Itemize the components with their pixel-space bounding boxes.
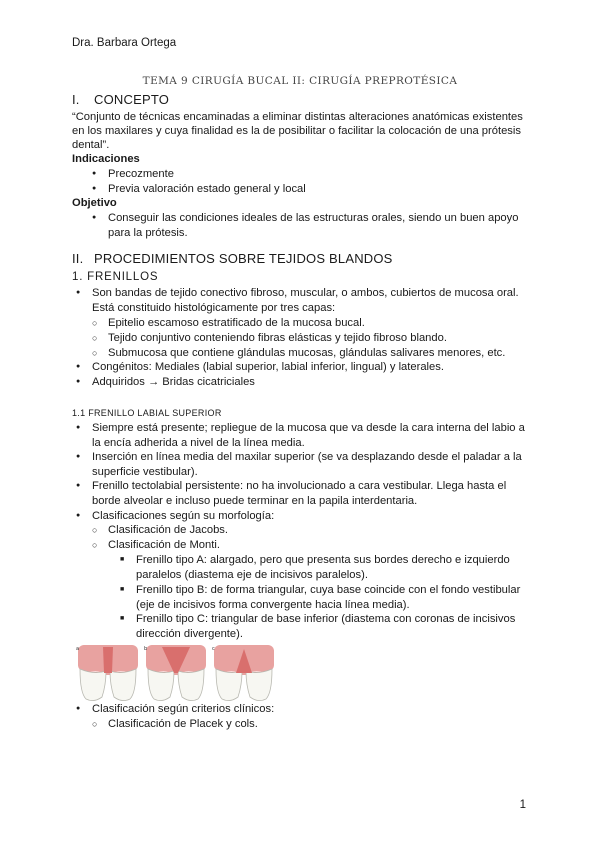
list-item-continuation: la encía adherida a nivel de la línea media. <box>92 437 305 449</box>
list-item: ● Clasificaciones según su morfología: <box>92 509 274 524</box>
subsection-heading: 1.1 FRENILLO LABIAL SUPERIOR <box>72 408 222 418</box>
list-item: ○ Submucosa que contiene glándulas mucosas, glándulas salivares menores, etc. <box>108 346 505 361</box>
list-item-continuation: Está constituido histológicamente por tres capas: <box>92 302 336 314</box>
frenum-type-a <box>76 645 138 701</box>
list-item: ○ Epitelio escamoso estratificado de la mucosa bucal. <box>108 316 365 331</box>
list-item-continuation: (eje de incisivos forma convergente hacia línea media). <box>136 599 410 611</box>
section-number: I. <box>72 92 80 107</box>
list-item-continuation: paralelos (diastema eje de incisivos paralelos). <box>136 569 368 581</box>
list-item: ■ Frenillo tipo C: triangular de base inferior (diastema con coronas de incisivos <box>136 612 515 627</box>
list-item: ● Clasificación según criterios clínicos: <box>92 702 274 717</box>
objetivo-label: Objetivo <box>72 197 117 209</box>
list-item: ○ Tejido conjuntivo conteniendo fibras elásticas y tejido fibroso blando. <box>108 331 447 346</box>
figure-label-b: b <box>144 646 148 652</box>
concepto-text-line: dental”. <box>72 139 110 151</box>
list-item: ○ Clasificación de Jacobs. <box>108 523 228 538</box>
list-item: ● Precozmente <box>108 167 174 182</box>
author-name: Dra. Barbara Ortega <box>72 37 177 49</box>
figure-label-c: c <box>212 646 215 652</box>
list-item: ● Congénitos: Mediales (labial superior, labial inferior, lingual) y laterales. <box>92 360 444 375</box>
subsection-heading: 1. FRENILLOS <box>72 271 159 283</box>
frenum-types-figure <box>76 643 276 701</box>
list-item: ○ Clasificación de Monti. <box>108 538 220 553</box>
frenum-type-c <box>212 645 274 701</box>
page-title: TEMA 9 CIRUGÍA BUCAL II: CIRUGÍA PREPROTÉSICA <box>142 75 458 87</box>
list-item: ● Son bandas de tejido conectivo fibroso, muscular, o ambos, cubiertos de mucosa oral. <box>92 286 519 301</box>
section-title: CONCEPTO <box>94 92 170 107</box>
list-item-continuation: superficie vestibular). <box>92 466 198 478</box>
list-item: ● Conseguir las condiciones ideales de las estructuras orales, siendo un buen apoyo <box>108 211 518 226</box>
list-item: ■ Frenillo tipo A: alargado, pero que presenta sus bordes derecho e izquierdo <box>136 553 510 568</box>
list-item: ● Frenillo tectolabial persistente: no ha involucionado a cara vestibular. Llega hasta el <box>92 479 506 494</box>
list-item: ● Inserción en línea media del maxilar superior (se va desplazando desde el paladar a la <box>92 450 522 465</box>
list-item-continuation: borde alveolar e incluso puede terminar en la papila interdentaria. <box>92 495 418 507</box>
list-item-continuation: para la prótesis. <box>108 227 188 239</box>
concepto-text-line: “Conjunto de técnicas encaminadas a eliminar distintas alteraciones anatómicas existentes <box>72 111 523 123</box>
page-number: 1 <box>519 799 526 811</box>
section-number: II. <box>72 251 84 266</box>
list-item: ● Siempre está presente; repliegue de la mucosa que va desde la cara interna del labio a <box>92 421 525 436</box>
indicaciones-label: Indicaciones <box>72 153 140 165</box>
concepto-text-line: en los maxilares y cuya finalidad es la de posibilitar o facilitar la colocación de una prótesis <box>72 125 521 137</box>
section-title: PROCEDIMIENTOS SOBRE TEJIDOS BLANDOS <box>94 251 393 266</box>
section-heading-procedimientos <box>72 252 393 267</box>
list-item: ● Adquiridos → Bridas cicatriciales <box>92 375 255 390</box>
list-item-continuation: dirección divergente). <box>136 628 243 640</box>
list-item: ● Previa valoración estado general y local <box>108 182 306 197</box>
frenum-type-b <box>144 645 206 701</box>
list-item: ■ Frenillo tipo B: de forma triangular, cuya base coincide con el fondo vestibular <box>136 583 520 598</box>
figure-label-a: a <box>76 646 80 652</box>
list-item: ○ Clasificación de Placek y cols. <box>108 717 258 732</box>
section-heading-concepto <box>72 93 169 108</box>
